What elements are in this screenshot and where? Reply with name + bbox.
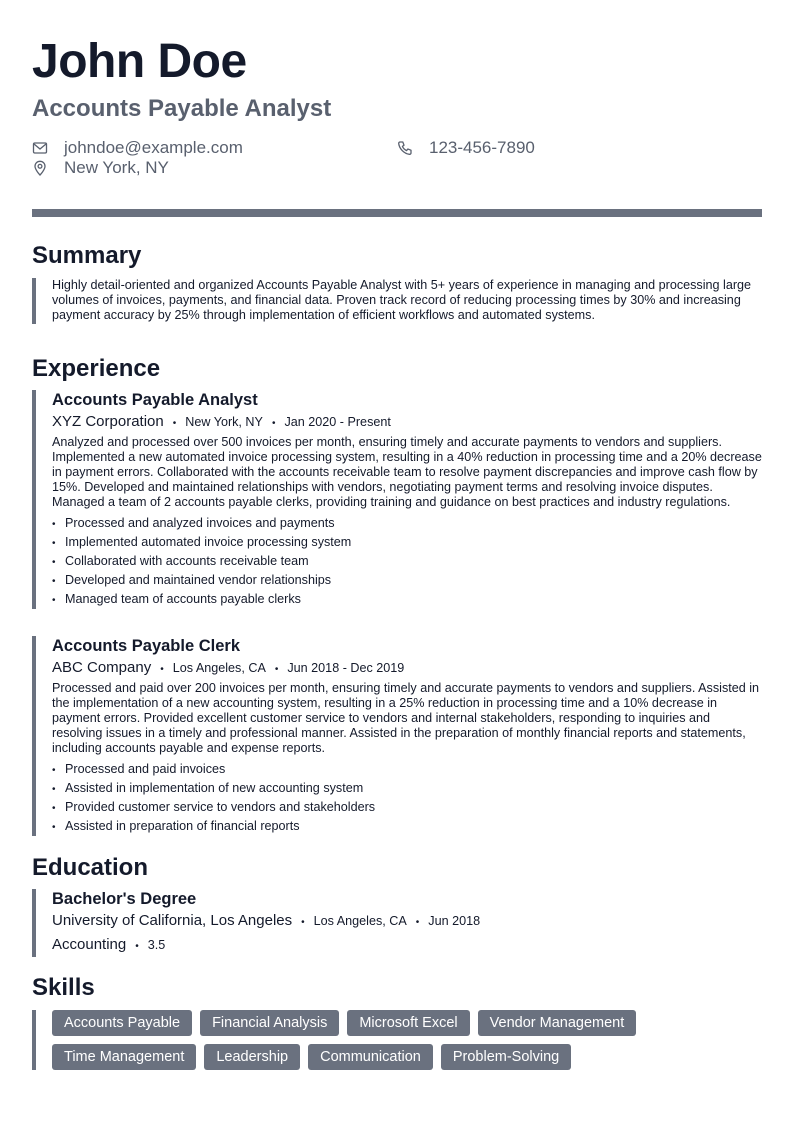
job-meta	[52, 658, 762, 680]
location-pin-icon	[32, 160, 48, 176]
skill-chip: Problem-Solving	[441, 1044, 571, 1070]
skill-chip: Accounts Payable	[52, 1010, 192, 1036]
mail-icon	[32, 140, 48, 156]
separator-dot: •	[301, 917, 305, 928]
job-title: Accounts Payable Clerk	[52, 637, 240, 655]
job-dates: Jun 2018 - Dec 2019	[287, 661, 405, 675]
summary-text: Highly detail-oriented and organized Accounts Payable Analyst with 5+ years of experience in managing and processing large volumes of invoices, payments, and financial data. Proven track record of reducing processing times by 30% and increasing payment accuracy by 25% through implementation of efficient workflows and automated systems.	[52, 278, 752, 322]
list-item: • Implemented automated invoice processing system	[52, 533, 762, 552]
separator-dot: •	[415, 917, 420, 928]
separator-dot: •	[160, 664, 164, 675]
job-bullets	[52, 760, 762, 836]
gpa-value: 3.5	[147, 938, 166, 952]
skill-chip: Leadership	[204, 1044, 300, 1070]
list-item: • Processed and paid invoices	[52, 760, 762, 779]
phone-icon	[397, 140, 413, 156]
job-bullets	[52, 514, 762, 609]
contact-email[interactable]	[32, 138, 243, 158]
list-item: • Assisted in preparation of financial reports	[52, 817, 762, 836]
job-entry	[32, 636, 762, 836]
list-item: • Managed team of accounts payable clerks	[52, 590, 762, 609]
experience-heading: Experience	[32, 355, 161, 382]
education-meta	[52, 911, 762, 933]
skills-list	[52, 1010, 672, 1070]
separator-dot: •	[271, 418, 276, 429]
job-location: New York, NY	[185, 415, 263, 429]
summary-block	[32, 278, 762, 324]
phone-text[interactable]: 123-456-7890	[429, 138, 535, 157]
list-item: • Collaborated with accounts receivable team	[52, 552, 762, 571]
skill-chip: Time Management	[52, 1044, 196, 1070]
skills-heading: Skills	[32, 974, 95, 1001]
separator-dot: •	[274, 664, 279, 675]
location-text: New York, NY	[64, 158, 169, 177]
candidate-name: John Doe	[32, 35, 247, 88]
list-item: • Developed and maintained vendor relationships	[52, 571, 762, 590]
candidate-title: Accounts Payable Analyst	[32, 95, 332, 122]
job-description: Analyzed and processed over 500 invoices per month, ensuring timely and accurate payments to vendors and suppliers. Implemented a new automated invoice processing system, resulting in a 40% reduction in processing time and a 20% decrease in payment errors. Collaborated with the accounts receivable team to resolve payment discrepancies and improve cash flow by 15%. Developed and maintained relationships with vendors, negotiating payment terms and resolving invoice disputes. Managed a team of 2 accounts payable clerks, providing training and guidance on best practices and industry regulations.	[52, 435, 762, 509]
school-location: Los Angeles, CA	[313, 914, 407, 928]
field-of-study: Accounting	[52, 936, 127, 953]
job-title: Accounts Payable Analyst	[52, 391, 258, 409]
list-item: • Processed and analyzed invoices and payments	[52, 514, 762, 533]
job-dates: Jan 2020 - Present	[284, 415, 391, 429]
list-item: • Provided customer service to vendors and stakeholders	[52, 798, 762, 817]
job-company: ABC Company	[52, 659, 152, 676]
separator-dot: •	[172, 418, 177, 429]
graduation-date: Jun 2018	[428, 914, 481, 928]
education-entry	[32, 889, 762, 957]
separator-dot: •	[135, 941, 139, 952]
summary-heading: Summary	[32, 242, 142, 269]
email-text[interactable]: johndoe@example.com	[64, 138, 243, 157]
job-description: Processed and paid over 200 invoices per month, ensuring timely and accurate payments to vendors and suppliers. Assisted in the implementation of a new accounting system, resulting in a 25% reduction in processing time and a 10% decrease in payment errors. Provided excellent customer service to vendors and internal stakeholders, responding to inquiries and resolving issues in a timely and professional manner. Assisted in the preparation of monthly financial reports and statements, including accounts payable and expense reports.	[52, 681, 760, 755]
contact-phone[interactable]	[397, 138, 535, 158]
skill-chip: Microsoft Excel	[347, 1010, 469, 1036]
education-heading: Education	[32, 854, 149, 881]
job-entry	[32, 390, 762, 609]
skills-block	[32, 1010, 672, 1070]
job-company: XYZ Corporation	[52, 413, 164, 430]
skill-chip: Communication	[308, 1044, 433, 1070]
school-name: University of California, Los Angeles	[52, 912, 293, 929]
skill-chip: Vendor Management	[478, 1010, 637, 1036]
education-field-row	[52, 935, 762, 957]
skill-chip: Financial Analysis	[200, 1010, 339, 1036]
header-divider	[32, 209, 762, 217]
degree-title: Bachelor's Degree	[52, 890, 197, 908]
job-location: Los Angeles, CA	[172, 661, 266, 675]
list-item: • Assisted in implementation of new accounting system	[52, 779, 762, 798]
contact-location	[32, 158, 169, 178]
job-meta	[52, 412, 762, 434]
